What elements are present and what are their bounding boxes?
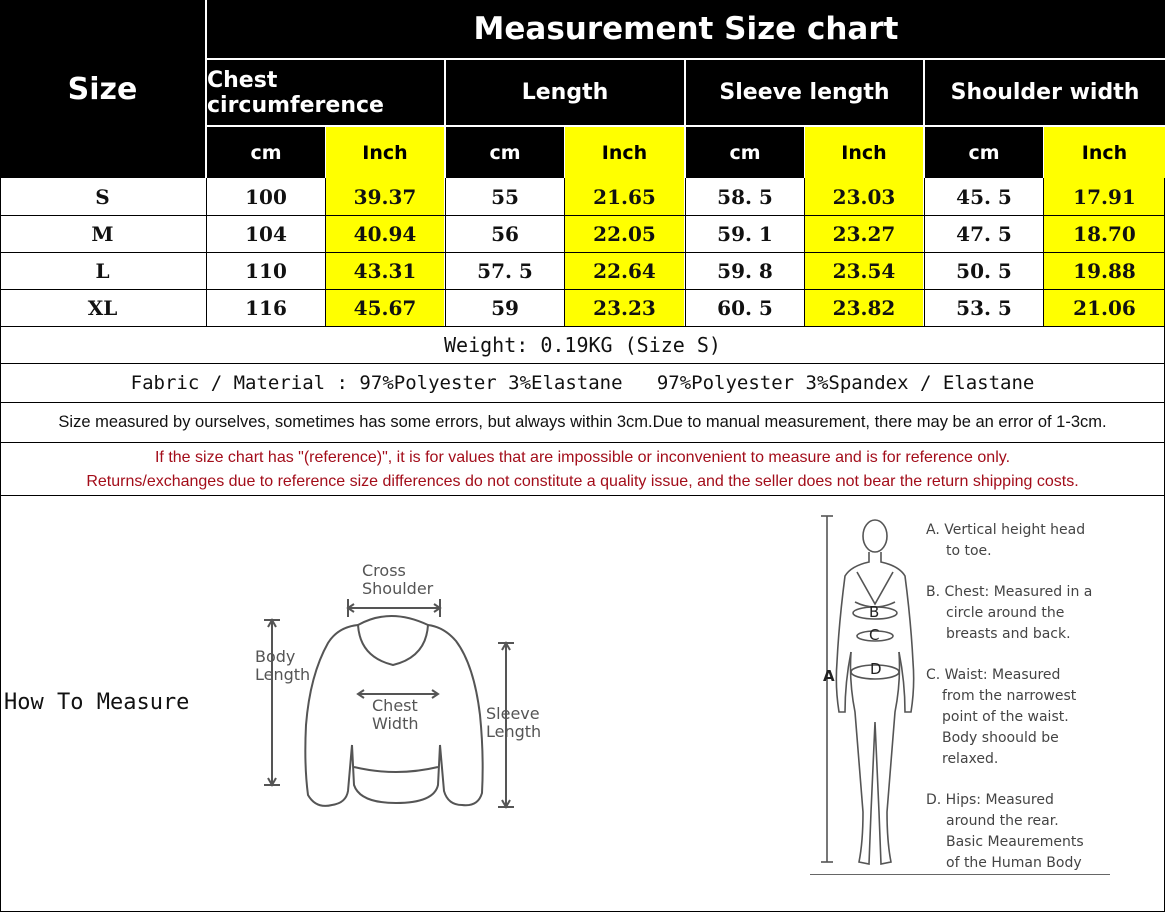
value-cell: 21.06 xyxy=(1073,295,1136,320)
value-cell: 23.03 xyxy=(832,184,896,209)
marker-c: C xyxy=(869,626,880,644)
group-header-length: Length xyxy=(521,80,609,105)
unit-cm-chest: cm xyxy=(250,141,282,164)
value-cell: 19.88 xyxy=(1073,258,1136,283)
group-header-sleeve: Sleeve length xyxy=(719,80,890,105)
value-cell: 45. 5 xyxy=(956,184,1012,209)
value-cell: 60. 5 xyxy=(717,295,773,320)
value-cell: 18.70 xyxy=(1073,221,1136,246)
legend-b-line-2: circle around the xyxy=(946,605,1065,621)
value-cell: 53. 5 xyxy=(956,295,1012,320)
legend-d-line-2: around the rear. xyxy=(946,813,1059,829)
chest-width-label-1: Chest xyxy=(372,696,418,715)
marker-d: D xyxy=(870,660,882,678)
reference-note-line-1: If the size chart has "(reference)", it is for values that are impossible or inconvenient to measure and is for reference only. xyxy=(154,449,1011,466)
cross-label-2: Shoulder xyxy=(362,579,434,598)
legend-c-line-1: C. Waist: Measured xyxy=(926,667,1061,683)
size-label: L xyxy=(95,258,110,283)
value-cell: 59. 8 xyxy=(717,258,773,283)
value-cell: 23.82 xyxy=(832,295,896,320)
legend-d-line-3: Basic Meaurements xyxy=(946,834,1084,850)
size-column-header: Size xyxy=(67,71,138,107)
group-header-shoulder: Shoulder width xyxy=(950,80,1140,105)
cross-label-1: Cross xyxy=(362,561,406,580)
legend-a-line-1: A. Vertical height head xyxy=(926,522,1086,538)
value-cell: 22.05 xyxy=(593,221,656,246)
weight-row: Weight: 0.19KG (Size S) xyxy=(444,333,721,357)
legend-c-line-5: relaxed. xyxy=(942,751,999,767)
legend-c-line-3: point of the waist. xyxy=(942,709,1069,725)
legend-b-line-3: breasts and back. xyxy=(946,626,1071,642)
marker-b: B xyxy=(869,603,880,621)
value-cell: 22.64 xyxy=(593,258,656,283)
value-cell: 40.94 xyxy=(353,221,417,246)
measurement-note: Size measured by ourselves, sometimes has some errors, but always within 3cm.Due to manual measurement, there may be an error of 1-3cm. xyxy=(58,413,1107,431)
legend-d-line-1: D. Hips: Measured xyxy=(926,792,1054,808)
unit-cm-length: cm xyxy=(489,141,521,164)
sweater-diagram xyxy=(250,555,550,815)
marker-a: A xyxy=(823,667,835,685)
sleeve-length-label-2: Length xyxy=(486,722,542,741)
value-cell: 23.54 xyxy=(832,258,896,283)
chest-width-label-2: Width xyxy=(372,714,419,733)
legend-c-line-4: Body shoould be xyxy=(942,730,1059,746)
unit-inch-shoulder: Inch xyxy=(1044,127,1165,178)
unit-cm-sleeve: cm xyxy=(729,141,761,164)
value-cell: 100 xyxy=(245,184,287,209)
value-cell: 47. 5 xyxy=(956,221,1012,246)
value-cell: 17.91 xyxy=(1073,184,1136,209)
unit-inch-chest: Inch xyxy=(326,127,444,178)
value-cell: 59 xyxy=(491,295,519,320)
unit-inch-sleeve: Inch xyxy=(805,127,923,178)
value-cell: 55 xyxy=(491,184,519,209)
value-cell: 110 xyxy=(245,258,287,283)
value-cell: 45.67 xyxy=(353,295,417,320)
value-cell: 23.23 xyxy=(593,295,656,320)
value-cell: 104 xyxy=(245,221,287,246)
value-cell: 21.65 xyxy=(593,184,656,209)
value-cell: 58. 5 xyxy=(717,184,773,209)
value-cell: 56 xyxy=(491,221,519,246)
body-measurement-diagram xyxy=(815,512,930,882)
sleeve-length-label-1: Sleeve xyxy=(486,704,540,723)
value-cell: 39.37 xyxy=(353,184,417,209)
legend-b-line-1: B. Chest: Measured in a xyxy=(926,584,1093,600)
value-cell: 116 xyxy=(245,295,287,320)
legend-c-line-2: from the narrowest xyxy=(942,688,1077,704)
group-header-chest: Chest circumference xyxy=(207,67,384,118)
size-label: S xyxy=(95,184,110,209)
reference-note-line-2: Returns/exchanges due to reference size differences do not constitute a quality issue, and the seller does not bear the return shipping costs. xyxy=(86,473,1079,490)
value-cell: 23.27 xyxy=(832,221,896,246)
value-cell: 59. 1 xyxy=(717,221,773,246)
size-label: M xyxy=(91,221,114,246)
value-cell: 57. 5 xyxy=(477,258,533,283)
chart-title: Measurement Size chart xyxy=(473,11,899,47)
how-to-measure-label: How To Measure xyxy=(4,689,190,715)
legend-a-line-2: to toe. xyxy=(946,543,992,559)
value-cell: 50. 5 xyxy=(956,258,1012,283)
value-cell: 43.31 xyxy=(353,258,417,283)
unit-inch-length: Inch xyxy=(565,127,684,178)
fabric-row: Fabric / Material : 97%Polyester 3%Elastane 97%Polyester 3%Spandex / Elastane xyxy=(130,372,1035,394)
legend-d-line-4: of the Human Body xyxy=(946,855,1082,871)
body-length-label-1: Body xyxy=(255,647,296,666)
body-length-label-2: Length xyxy=(255,665,311,684)
unit-cm-shoulder: cm xyxy=(968,141,1000,164)
size-label: XL xyxy=(87,295,118,320)
